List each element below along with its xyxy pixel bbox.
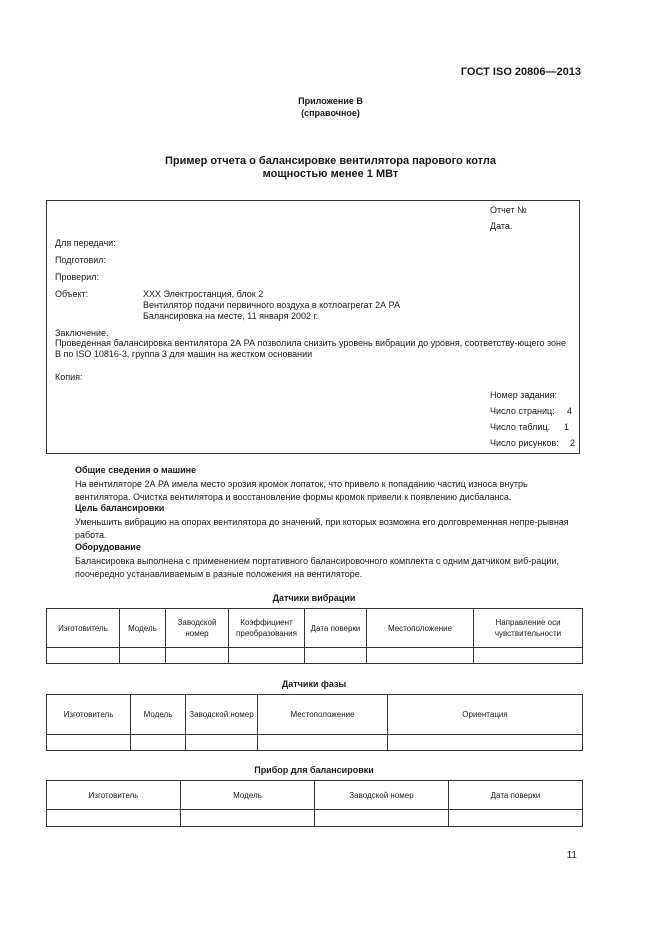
balancer-table (46, 780, 583, 827)
table-cell (120, 648, 166, 664)
report-date-label: Дата. (490, 221, 513, 231)
checked-label: Проверил: (55, 272, 99, 282)
figures-value: 2 (570, 438, 576, 448)
column-header: Модель (131, 695, 186, 735)
column-header: Направление оси чувствительности (474, 609, 583, 648)
table-cell (367, 648, 474, 664)
column-header: Местоположение (258, 695, 388, 735)
document-title-line2: мощностью менее 1 МВт (262, 168, 399, 180)
vibration-table-caption: Датчики вибрации (272, 593, 356, 603)
table-cell (474, 648, 583, 664)
table-cell (315, 810, 449, 827)
task-number-label: Номер задания: (490, 390, 557, 400)
report-form (46, 200, 580, 454)
column-header: Местоположение (367, 609, 474, 648)
column-header: Модель (120, 609, 166, 648)
equipment-section-title: Оборудование (75, 542, 141, 552)
figures-label: Число рисунков: (490, 438, 559, 448)
table-cell (166, 648, 229, 664)
phase-table-caption: Датчики фазы (281, 679, 347, 689)
goal-section-title: Цель балансировки (75, 503, 165, 513)
prepared-label: Подготовил: (55, 255, 107, 265)
conclusion-label: Заключение. (55, 328, 109, 338)
table-row (47, 735, 583, 751)
table-cell (449, 810, 583, 827)
tables-label: Число таблиц. (490, 422, 551, 432)
table-cell (47, 735, 131, 751)
appendix-title: Приложение В (298, 96, 363, 106)
column-header: Коэффициент преобразования (229, 609, 305, 648)
object-label: Объект: (55, 289, 89, 299)
object-line: Вентилятор подачи первичного воздуха в котлоагрегат 2А РА (143, 300, 400, 310)
table-cell (47, 648, 120, 664)
pages-label: Число страниц: (490, 406, 555, 416)
object-line: Балансировка на месте, 11 января 2002 г. (143, 311, 319, 321)
table-cell (47, 810, 181, 827)
column-header: Изготовитель (47, 609, 120, 648)
table-row (47, 648, 583, 664)
column-header: Заводской номер (166, 609, 229, 648)
report-number-label: Отчет № (490, 205, 527, 215)
general-section-title: Общие сведения о машине (75, 465, 197, 475)
table-cell (181, 810, 315, 827)
table-row (47, 810, 583, 827)
phase-sensors-table (46, 694, 583, 751)
object-line: XXX Электростанция, блок 2 (143, 289, 264, 299)
column-header: Изготовитель (47, 695, 131, 735)
copy-label: Копия: (55, 372, 83, 382)
pages-value: 4 (567, 406, 573, 416)
page-number: 11 (566, 850, 577, 861)
table-cell (388, 735, 583, 751)
equipment-section-text: Балансировка выполнена с применением портативного балансировочного комплекта с одним датчиком виб-рации, поочередно устанавливаемым в разные положения на вентиляторе. (75, 556, 559, 579)
standard-number: ГОСТ ISO 20806—2013 (460, 66, 581, 78)
tables-value: 1 (564, 422, 570, 432)
vibration-sensors-table (46, 608, 583, 664)
column-header: Изготовитель (47, 781, 181, 810)
conclusion-text: Проведенная балансировка вентилятора 2А РА позволила снизить уровень вибрации до уровня, соответству-ющего зоне В по ISO 10816-3, группа 3 для машин на жестком основании (55, 338, 566, 359)
appendix-subtitle: (справочное) (301, 108, 360, 118)
table-cell (131, 735, 186, 751)
column-header: Ориентация (388, 695, 583, 735)
column-header: Дата поверки (305, 609, 367, 648)
column-header: Заводской номер (186, 695, 258, 735)
column-header: Заводской номер (315, 781, 449, 810)
to-label: Для передачи: (55, 238, 116, 248)
table-cell (258, 735, 388, 751)
goal-section-text: Уменьшить вибрацию на опорах вентилятора до значений, при которых возможна его долговременная непре-рывная работа. (75, 517, 569, 540)
document-title-line1: Пример отчета о балансировке вентилятора парового котла (164, 155, 497, 167)
table-cell (186, 735, 258, 751)
column-header: Дата поверки (449, 781, 583, 810)
table-cell (305, 648, 367, 664)
balancer-table-caption: Прибор для балансировки (254, 765, 374, 775)
column-header: Модель (181, 781, 315, 810)
general-section-text: На вентиляторе 2А РА имела место эрозия кромок лопаток, что привело к попаданию частиц износа внутрь вентилятора. Очистка вентилятора и восстановление формы кромок привели к появлению дисбаланса. (75, 479, 528, 502)
table-cell (229, 648, 305, 664)
